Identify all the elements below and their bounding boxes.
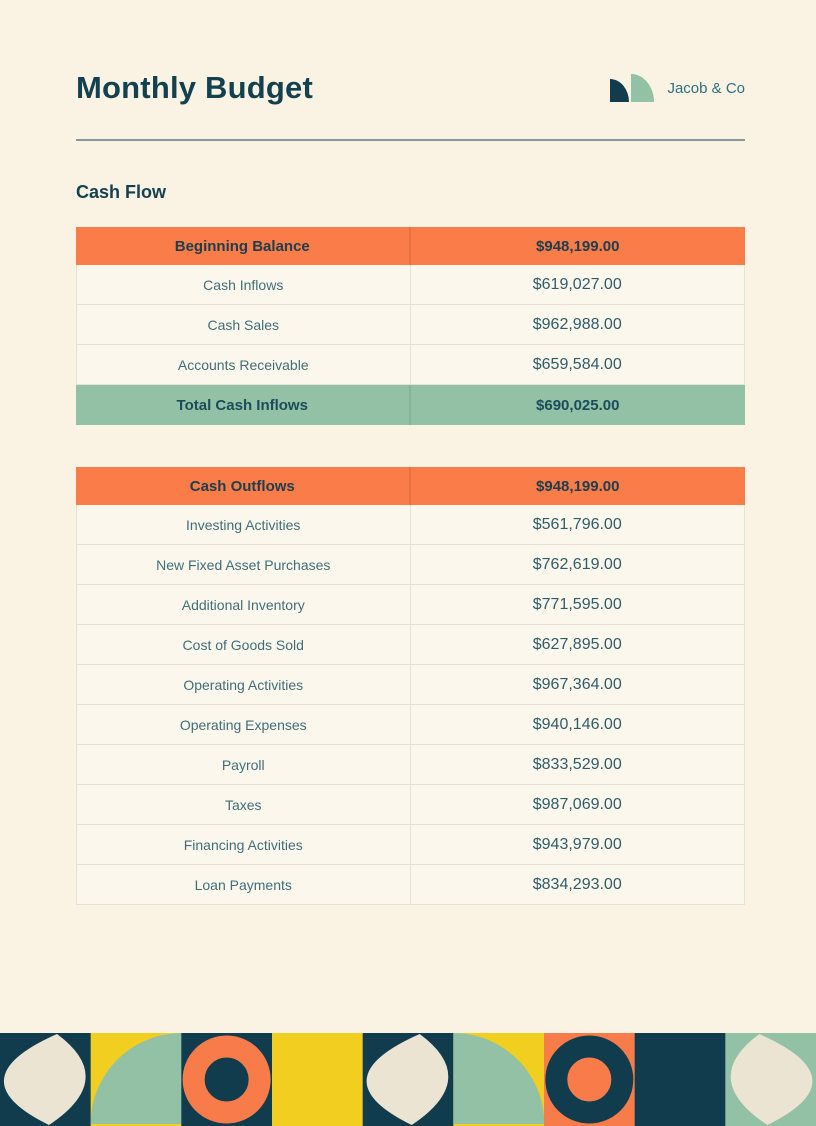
row-value: $967,364.00 bbox=[532, 675, 622, 693]
table-row bbox=[76, 745, 745, 785]
footer-geometric-pattern bbox=[0, 1033, 816, 1126]
row-label: Taxes bbox=[77, 785, 411, 824]
row-value: $627,895.00 bbox=[532, 635, 622, 653]
table-row bbox=[76, 545, 745, 585]
row-label: Loan Payments bbox=[77, 865, 411, 904]
footer-tile-donut-icon bbox=[544, 1033, 635, 1126]
total-label-cell: Total Cash Inflows bbox=[76, 385, 411, 425]
table-row bbox=[76, 625, 745, 665]
row-value: $561,796.00 bbox=[532, 515, 622, 533]
row-label: Cost of Goods Sold bbox=[77, 625, 411, 664]
row-label: Accounts Receivable bbox=[77, 345, 411, 384]
row-label: Payroll bbox=[77, 745, 411, 784]
table-row bbox=[76, 265, 745, 305]
row-value: $834,293.00 bbox=[532, 875, 622, 893]
footer-tile-leaf-mirrored-icon bbox=[725, 1033, 816, 1126]
row-label: Financing Activities bbox=[77, 825, 411, 864]
header-divider bbox=[76, 139, 745, 141]
table-row bbox=[76, 865, 745, 905]
row-value: $771,595.00 bbox=[532, 595, 622, 613]
table-header-row bbox=[76, 227, 745, 265]
row-value: $762,619.00 bbox=[532, 555, 622, 573]
table-row bbox=[76, 505, 745, 545]
table-header-row bbox=[76, 467, 745, 505]
row-value: $940,146.00 bbox=[532, 715, 622, 733]
footer-tile-solid-icon bbox=[635, 1033, 726, 1126]
row-label: Additional Inventory bbox=[77, 585, 411, 624]
quarter-circle-green-icon bbox=[631, 74, 654, 102]
table-row bbox=[76, 665, 745, 705]
brand-name: Jacob & Co bbox=[667, 79, 745, 97]
brand-logo bbox=[610, 74, 745, 102]
cash-inflows-table bbox=[76, 227, 745, 425]
brand-logo-icon bbox=[610, 74, 654, 102]
page-title: Monthly Budget bbox=[76, 70, 313, 105]
row-value: $962,988.00 bbox=[532, 315, 622, 333]
page-content bbox=[0, 70, 816, 905]
section-heading: Cash Flow bbox=[76, 182, 167, 202]
row-label: New Fixed Asset Purchases bbox=[77, 545, 411, 584]
row-value: $659,584.00 bbox=[532, 355, 622, 373]
row-label: Cash Inflows bbox=[77, 265, 411, 304]
document-header bbox=[76, 70, 745, 106]
header-label-cell: Beginning Balance bbox=[76, 227, 411, 265]
row-label: Cash Sales bbox=[77, 305, 411, 344]
footer-tile-leaf-icon bbox=[0, 1033, 91, 1126]
header-value-cell: $948,199.00 bbox=[536, 477, 620, 495]
table-row bbox=[76, 585, 745, 625]
footer-tile-quarter-circle-bl-icon bbox=[453, 1033, 544, 1126]
row-value: $943,979.00 bbox=[532, 835, 622, 853]
row-value: $619,027.00 bbox=[532, 275, 622, 293]
header-label-cell: Cash Outflows bbox=[76, 467, 411, 505]
quarter-circle-navy-icon bbox=[610, 79, 629, 102]
header-value-cell: $948,199.00 bbox=[536, 237, 620, 255]
table-row bbox=[76, 345, 745, 385]
total-value-cell: $690,025.00 bbox=[536, 396, 620, 414]
footer-tile-donut-icon bbox=[181, 1033, 272, 1126]
table-row bbox=[76, 825, 745, 865]
footer-tile-leaf-icon bbox=[363, 1033, 454, 1126]
table-row bbox=[76, 785, 745, 825]
table-total-row bbox=[76, 385, 745, 425]
footer-tile-quarter-circle-br-icon bbox=[91, 1033, 182, 1126]
table-row bbox=[76, 705, 745, 745]
row-label: Operating Activities bbox=[77, 665, 411, 704]
row-value: $833,529.00 bbox=[532, 755, 622, 773]
cash-outflows-table bbox=[76, 467, 745, 905]
row-label: Operating Expenses bbox=[77, 705, 411, 744]
row-value: $987,069.00 bbox=[532, 795, 622, 813]
row-label: Investing Activities bbox=[77, 505, 411, 544]
budget-document-page bbox=[0, 70, 816, 1126]
table-row bbox=[76, 305, 745, 345]
footer-tile-solid-icon bbox=[272, 1033, 363, 1126]
